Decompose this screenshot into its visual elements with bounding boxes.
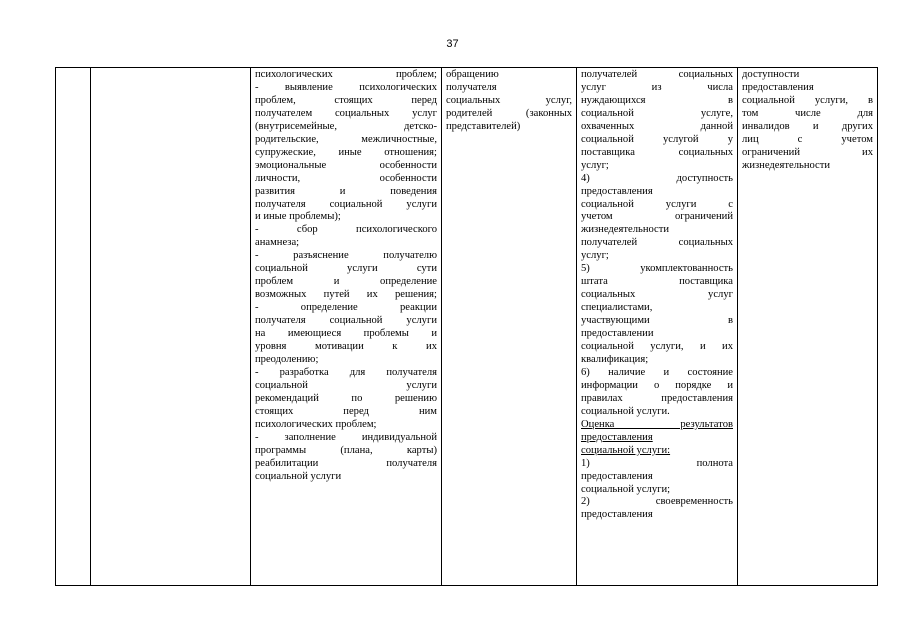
text-line: предоставления — [581, 509, 653, 521]
text-line: нуждающихся в — [581, 94, 733, 106]
text-line-underlined: социальной услуги: — [581, 444, 671, 456]
text-line: специалистами, — [581, 302, 653, 314]
cell-quality-conditions — [738, 68, 878, 586]
text-line: стоящих перед ним — [255, 405, 437, 417]
text-line: правилах предоставления — [581, 392, 733, 404]
text-line: социальной услуге, — [581, 107, 733, 119]
cell-number — [56, 68, 91, 586]
text-line: социальных услуг, — [446, 94, 572, 106]
text-line: проблем и определение — [255, 276, 437, 288]
text-line: анамнеза; — [255, 237, 300, 249]
text-line: обращению — [446, 69, 499, 80]
text-line: - определение реакции — [255, 302, 437, 314]
text-line: инвалидов и других — [742, 120, 873, 132]
cell-service-name — [91, 68, 251, 586]
text-line: (внутрисемейные, детско- — [255, 120, 437, 132]
text-line: услуг; — [581, 159, 609, 171]
text-line: социальной услуги; — [581, 483, 671, 495]
text-line-underlined: предоставления — [581, 431, 653, 443]
text-line: преодолению; — [255, 353, 319, 365]
text-line: - разработка для получателя — [255, 366, 437, 378]
text-line: охваченных данной — [581, 120, 733, 132]
text-line: - выявление психологических — [255, 81, 437, 93]
text-line: предоставлении — [581, 328, 654, 340]
cell-service-content — [251, 68, 442, 586]
text-line: социальной услуги — [255, 379, 437, 391]
text-line: представителей) — [446, 120, 521, 132]
text-line: услуг из числа — [581, 81, 733, 93]
text-line: социальной услуги, и их — [581, 341, 733, 353]
text-line: жизнедеятельности — [581, 224, 670, 236]
text-line: предоставления — [742, 81, 814, 93]
text-line: реабилитации получателя — [255, 457, 437, 469]
text-line: предоставления — [581, 470, 653, 482]
text-line: социальной услуги с — [581, 198, 733, 210]
text-line: на имеющиеся проблемы и — [255, 328, 437, 340]
text-line: социальной услуги. — [581, 405, 670, 417]
text-line: 2) своевременность — [581, 496, 733, 508]
text-line: получателем социальных услуг — [255, 107, 437, 119]
cell-service-terms — [442, 68, 577, 586]
text-line: 1) полнота — [581, 457, 733, 469]
text-line: предоставления — [581, 185, 653, 197]
text-line: социальной услуги — [255, 470, 342, 482]
text-line: социальной услугой у — [581, 133, 733, 145]
text-line: информации о порядке и — [581, 379, 733, 391]
text-line: учетом ограничений — [581, 211, 733, 223]
text-line: получателей социальных — [581, 237, 733, 249]
text-line: - сбор психологического — [255, 224, 437, 236]
text-line: социальной услуги, в — [742, 94, 873, 106]
text-line: лиц с учетом — [742, 133, 873, 145]
text-line: социальных услуг — [581, 289, 733, 301]
text-line: услуг; — [581, 250, 609, 262]
text-line: - заполнение индивидуальной — [255, 431, 437, 443]
text-line: социальной услуги сути — [255, 263, 437, 275]
text-line: эмоциональные особенности — [255, 159, 437, 171]
text-line: супружеские, иные отношения; — [255, 146, 437, 158]
text-line: участвующими в — [581, 315, 733, 327]
standards-table — [55, 67, 878, 586]
cell-quality-indicators — [577, 68, 738, 586]
text-line: родительские, межличностные, — [255, 133, 437, 145]
text-line: получателя — [446, 81, 497, 93]
text-line: жизнедеятельности — [742, 159, 831, 171]
text-line: возможных путей их решения; — [255, 289, 437, 301]
table-row — [56, 68, 878, 586]
text-line: штата поставщика — [581, 276, 733, 288]
text-line: 5) укомплектованность — [581, 263, 733, 275]
text-line: развития и поведения — [255, 185, 437, 197]
text-line: получателей социальных — [581, 69, 733, 80]
text-line: психологических проблем; — [255, 418, 377, 430]
text-line: получателя социальной услуги — [255, 315, 437, 327]
text-line: рекомендаций по решению — [255, 392, 437, 404]
text-line: личности, особенности — [255, 172, 437, 184]
text-line: - разъяснение получателю — [255, 250, 437, 262]
text-line: 6) наличие и состояние — [581, 366, 733, 378]
text-line: ограничений их — [742, 146, 873, 158]
text-line: том числе для — [742, 107, 873, 119]
text-line: уровня мотивации к их — [255, 341, 437, 353]
text-line: поставщика социальных — [581, 146, 733, 158]
page-number: 37 — [446, 38, 459, 50]
text-line-underlined: Оценка результатов — [581, 418, 733, 430]
text-line: программы (плана, карты) — [255, 444, 437, 456]
text-line: родителей (законных — [446, 107, 572, 119]
text-line: 4) доступность — [581, 172, 733, 184]
text-line: квалификация; — [581, 353, 649, 365]
text-line: доступности — [742, 69, 800, 80]
text-line: проблем, стоящих перед — [255, 94, 437, 106]
text-line: и иные проблемы); — [255, 211, 341, 223]
text-line: психологических проблем; — [255, 69, 437, 80]
text-line: получателя социальной услуги — [255, 198, 437, 210]
